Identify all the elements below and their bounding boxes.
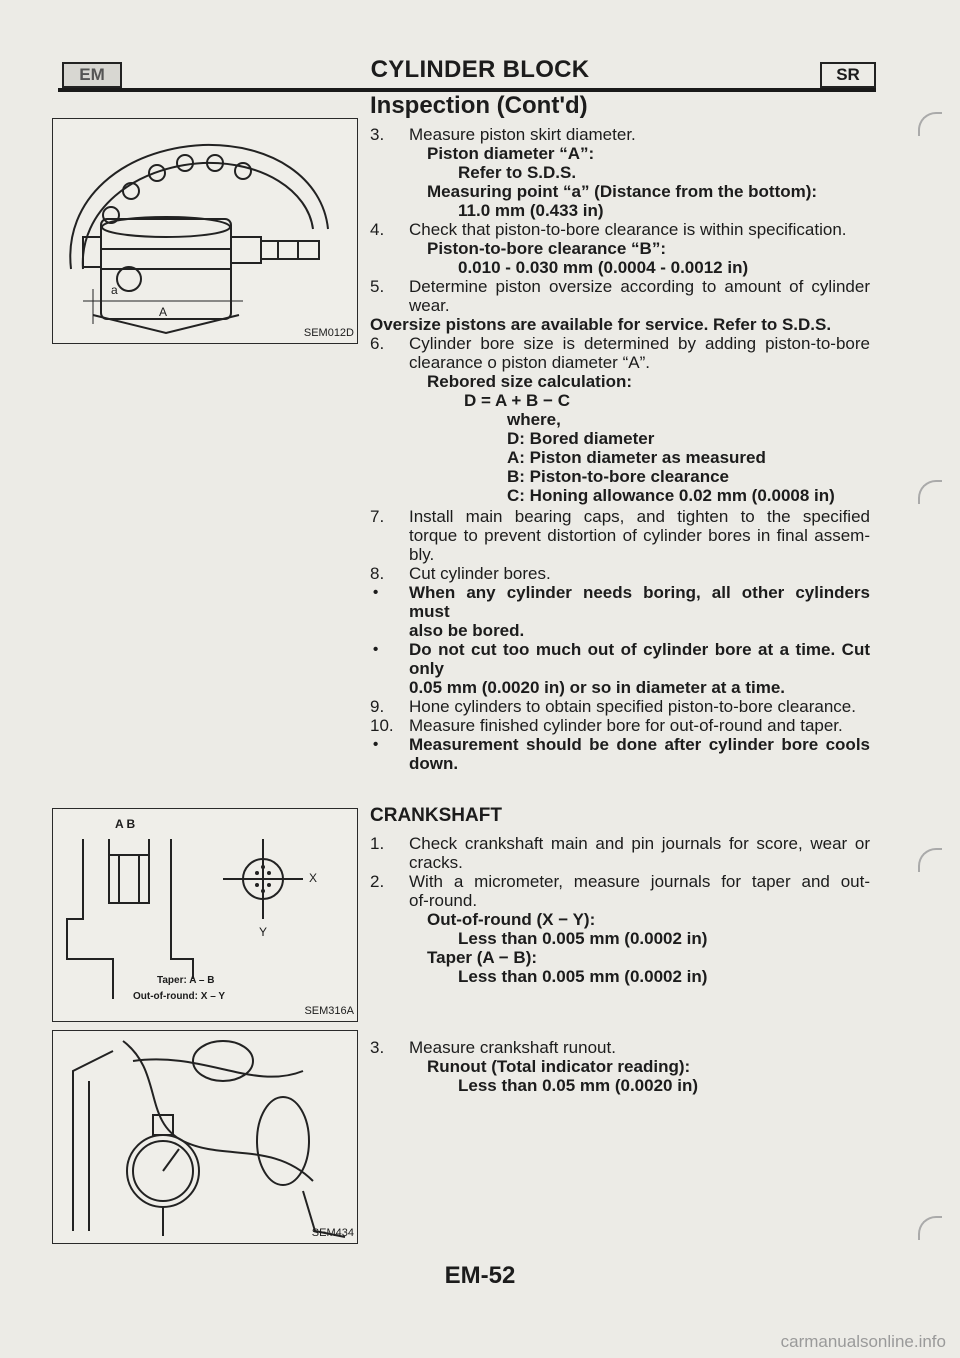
definition-d: D: Bored diameter (507, 429, 655, 448)
binder-mark (918, 848, 942, 872)
figure-code: SEM434 (311, 1227, 354, 1239)
spec-value: Less than 0.005 mm (0.0002 in) (458, 929, 708, 948)
figure-runout-measurement (52, 1030, 358, 1244)
binder-mark (918, 112, 942, 136)
page-number: EM-52 (444, 1262, 516, 1289)
binder-mark (918, 480, 942, 504)
crank-step-2-cont: of-round. (409, 891, 478, 910)
figure-taper-label: Taper: A – B (157, 975, 215, 986)
crank-step-3: 3. Measure crankshaft runout. (370, 1038, 616, 1057)
crankshaft-heading: CRANKSHAFT (370, 805, 502, 826)
crank-step-1: 1. Check crankshaft main and pin journals for score, wear or (370, 834, 870, 853)
spec-label: Taper (A − B): (427, 948, 538, 967)
spec-value: 11.0 mm (0.433 in) (458, 201, 604, 220)
figure-outofround-label: Out-of-round: X – Y (133, 991, 226, 1002)
bullet-boring-all: • When any cylinder needs boring, all other cylinders must (373, 583, 870, 621)
section-title: Inspection (Cont'd) (370, 92, 588, 119)
header-right-badge: SR (820, 62, 876, 88)
crank-step-2: 2. With a micrometer, measure journals for taper and out- (370, 872, 870, 891)
bullet-cut-amount-cont: 0.05 mm (0.0020 in) or so in diameter at a time. (409, 678, 786, 697)
step-5: 5. Determine piston oversize according to amount of cylinder (370, 277, 870, 296)
step-10: 10. Measure finished cylinder bore for out-of-round and taper. (370, 716, 843, 735)
spec-label: Measuring point “a” (Distance from the bottom): (427, 182, 818, 201)
formula: D = A + B − C (464, 391, 570, 410)
step-7-cont: torque to prevent distortion of cylinder bores in final assem- (409, 526, 870, 545)
step-8: 8. Cut cylinder bores. (370, 564, 551, 583)
step-4: 4. Check that piston-to-bore clearance is within specification. (370, 220, 847, 239)
bullet-icon: • (373, 584, 379, 601)
oversize-note: Oversize pistons are available for service. Refer to S.D.S. (370, 315, 832, 334)
bullet-cool-down-cont: down. (409, 754, 459, 773)
figure-label-y: Y (259, 925, 268, 939)
spec-label: Piston-to-bore clearance “B”: (427, 239, 666, 258)
step-5-cont: wear. (409, 296, 450, 315)
figure-code: SEM316A (304, 1005, 354, 1017)
page-title: CYLINDER BLOCK (370, 56, 590, 83)
step-7: 7. Install main bearing caps, and tighten to the specified (370, 507, 870, 526)
header-left-badge: EM (62, 62, 122, 88)
inspection-steps (370, 125, 870, 773)
spec-value: Refer to S.D.S. (458, 163, 577, 182)
spec-label: Runout (Total indicator reading): (427, 1057, 691, 1076)
bullet-cut-amount: • Do not cut too much out of cylinder bore at a time. Cut only (373, 640, 870, 678)
bullet-cool-down: • Measurement should be done after cylinder bore cools (373, 735, 870, 754)
watermark: carmanualsonline.info (780, 1332, 946, 1351)
figure-code: SEM012D (303, 327, 354, 339)
definition-a: A: Piston diameter as measured (507, 448, 766, 467)
piston-micrometer-illustration (53, 119, 357, 343)
step-3: 3. Measure piston skirt diameter. (370, 125, 636, 144)
spec-value: Less than 0.05 mm (0.0020 in) (458, 1076, 698, 1095)
figure-piston-measurement (52, 118, 358, 344)
bullet-icon: • (373, 641, 379, 658)
spec-label: Piston diameter “A”: (427, 144, 595, 163)
spec-label: Out-of-round (X − Y): (427, 910, 596, 929)
where-label: where, (507, 410, 561, 429)
figure-label-ab: A B (115, 817, 136, 831)
step-7-cont: bly. (409, 545, 435, 564)
crankshaft-section (370, 806, 870, 986)
figure-label-x: X (309, 871, 318, 885)
binder-mark (918, 1216, 942, 1240)
figure-label-a: a (111, 283, 118, 297)
step-6-cont: clearance o piston diameter “A”. (409, 353, 650, 372)
figure-journal-measurement (52, 808, 358, 1022)
crankshaft-runout (370, 1038, 870, 1095)
bullet-icon: • (373, 736, 379, 753)
definition-c: C: Honing allowance 0.02 mm (0.0008 in) (507, 486, 835, 505)
bullet-boring-all-cont: also be bored. (409, 621, 525, 640)
step-9: 9. Hone cylinders to obtain specified piston-to-bore clearance. (370, 697, 856, 716)
spec-value: Less than 0.005 mm (0.0002 in) (458, 967, 708, 986)
runout-dial-illustration (53, 1031, 357, 1243)
step-6: 6. Cylinder bore size is determined by adding piston-to-bore (370, 334, 870, 353)
definition-b: B: Piston-to-bore clearance (507, 467, 729, 486)
spec-value: 0.010 - 0.030 mm (0.0004 - 0.0012 in) (458, 258, 749, 277)
rebored-title: Rebored size calculation: (427, 372, 632, 391)
figure-label-A: A (159, 305, 168, 319)
journal-illustration (53, 809, 357, 1021)
crank-step-1-cont: cracks. (409, 853, 463, 872)
